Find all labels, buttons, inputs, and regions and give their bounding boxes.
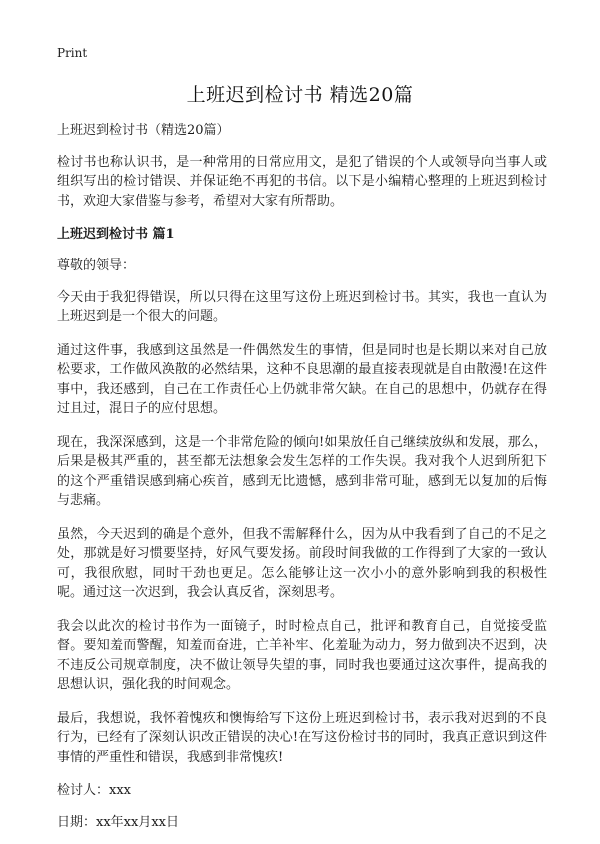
page-title: 上班迟到检讨书 精选20篇 — [186, 84, 414, 106]
body-paragraph: 今天由于我犯得错误，所以只得在这里写这份上班迟到检讨书。其实，我也一直认为上班迟到是一个很大的问题。 — [57, 289, 547, 324]
body-paragraph: 通过这件事，我感到这虽然是一件偶然发生的事情，但是同时也是长期以来对自己放松要求，工作做风涣散的必然结果，这种不良思潮的最直接表现就是自由散漫!在这件事中，我还感到，自己在工作责任心上仍就非常欠缺。在自己的思想中，仍就存在得过且过，混日子的应付思想。 — [57, 342, 547, 416]
document-subtitle: 上班迟到检讨书（精选20篇） — [57, 123, 230, 138]
document-body — [57, 121, 547, 844]
body-paragraph: 虽然，今天迟到的确是个意外，但我不需解释什么，因为从中我看到了自己的不足之处，那就是好习惯要坚持，好风气要发扬。前段时间我做的工作得到了大家的一致认可，我很欣慰，同时干劲也更足。怎么能够让这一次小小的意外影响到我的积极性呢。通过这一次迟到，我会认真反省，深刻思考。 — [57, 526, 547, 600]
greeting: 尊敬的领导： — [57, 258, 136, 273]
body-paragraph: 现在，我深深感到，这是一个非常危险的倾向!如果放任自己继续放纵和发展，那么，后果是极其严重的，甚至都无法想象会发生怎样的工作失误。我对我个人迟到所犯下的这个严重错误感到痛心疾首，感到无比遗憾，感到非常可耻，感到无以复加的后悔与悲痛。 — [57, 434, 547, 508]
print-label[interactable]: Print — [57, 46, 88, 60]
body-paragraph: 我会以此次的检讨书作为一面镜子，时时检点自己，批评和教育自己，自觉接受监督。要知羞而警醒，知羞而奋进，亡羊补牢、化羞耻为动力，努力做到决不迟到，决不违反公司规章制度，决不做让领导失望的事，同时我也要通过这次事件，提高我的思想认识，强化我的时间观念。 — [57, 618, 547, 692]
signature: 检讨人：xxx — [57, 783, 131, 798]
body-paragraph: 最后，我想说，我怀着愧疚和懊悔给写下这份上班迟到检讨书，表示我对迟到的不良行为，已经有了深刻认识改正错误的决心!在写这份检讨书的同时，我真正意识到这件事情的严重性和错误，我感到非常愧疚! — [57, 710, 547, 765]
date: 日期：xx年xx月xx日 — [57, 814, 179, 830]
section-heading: 上班迟到检讨书 篇1 — [57, 227, 175, 242]
intro-paragraph: 检讨书也称认识书，是一种常用的日常应用文，是犯了错误的个人或领导向当事人或组织写出的检讨错误、并保证绝不再犯的书信。以下是小编精心整理的上班迟到检讨书，欢迎大家借鉴与参考，希望对大家有所帮助。 — [57, 154, 547, 209]
